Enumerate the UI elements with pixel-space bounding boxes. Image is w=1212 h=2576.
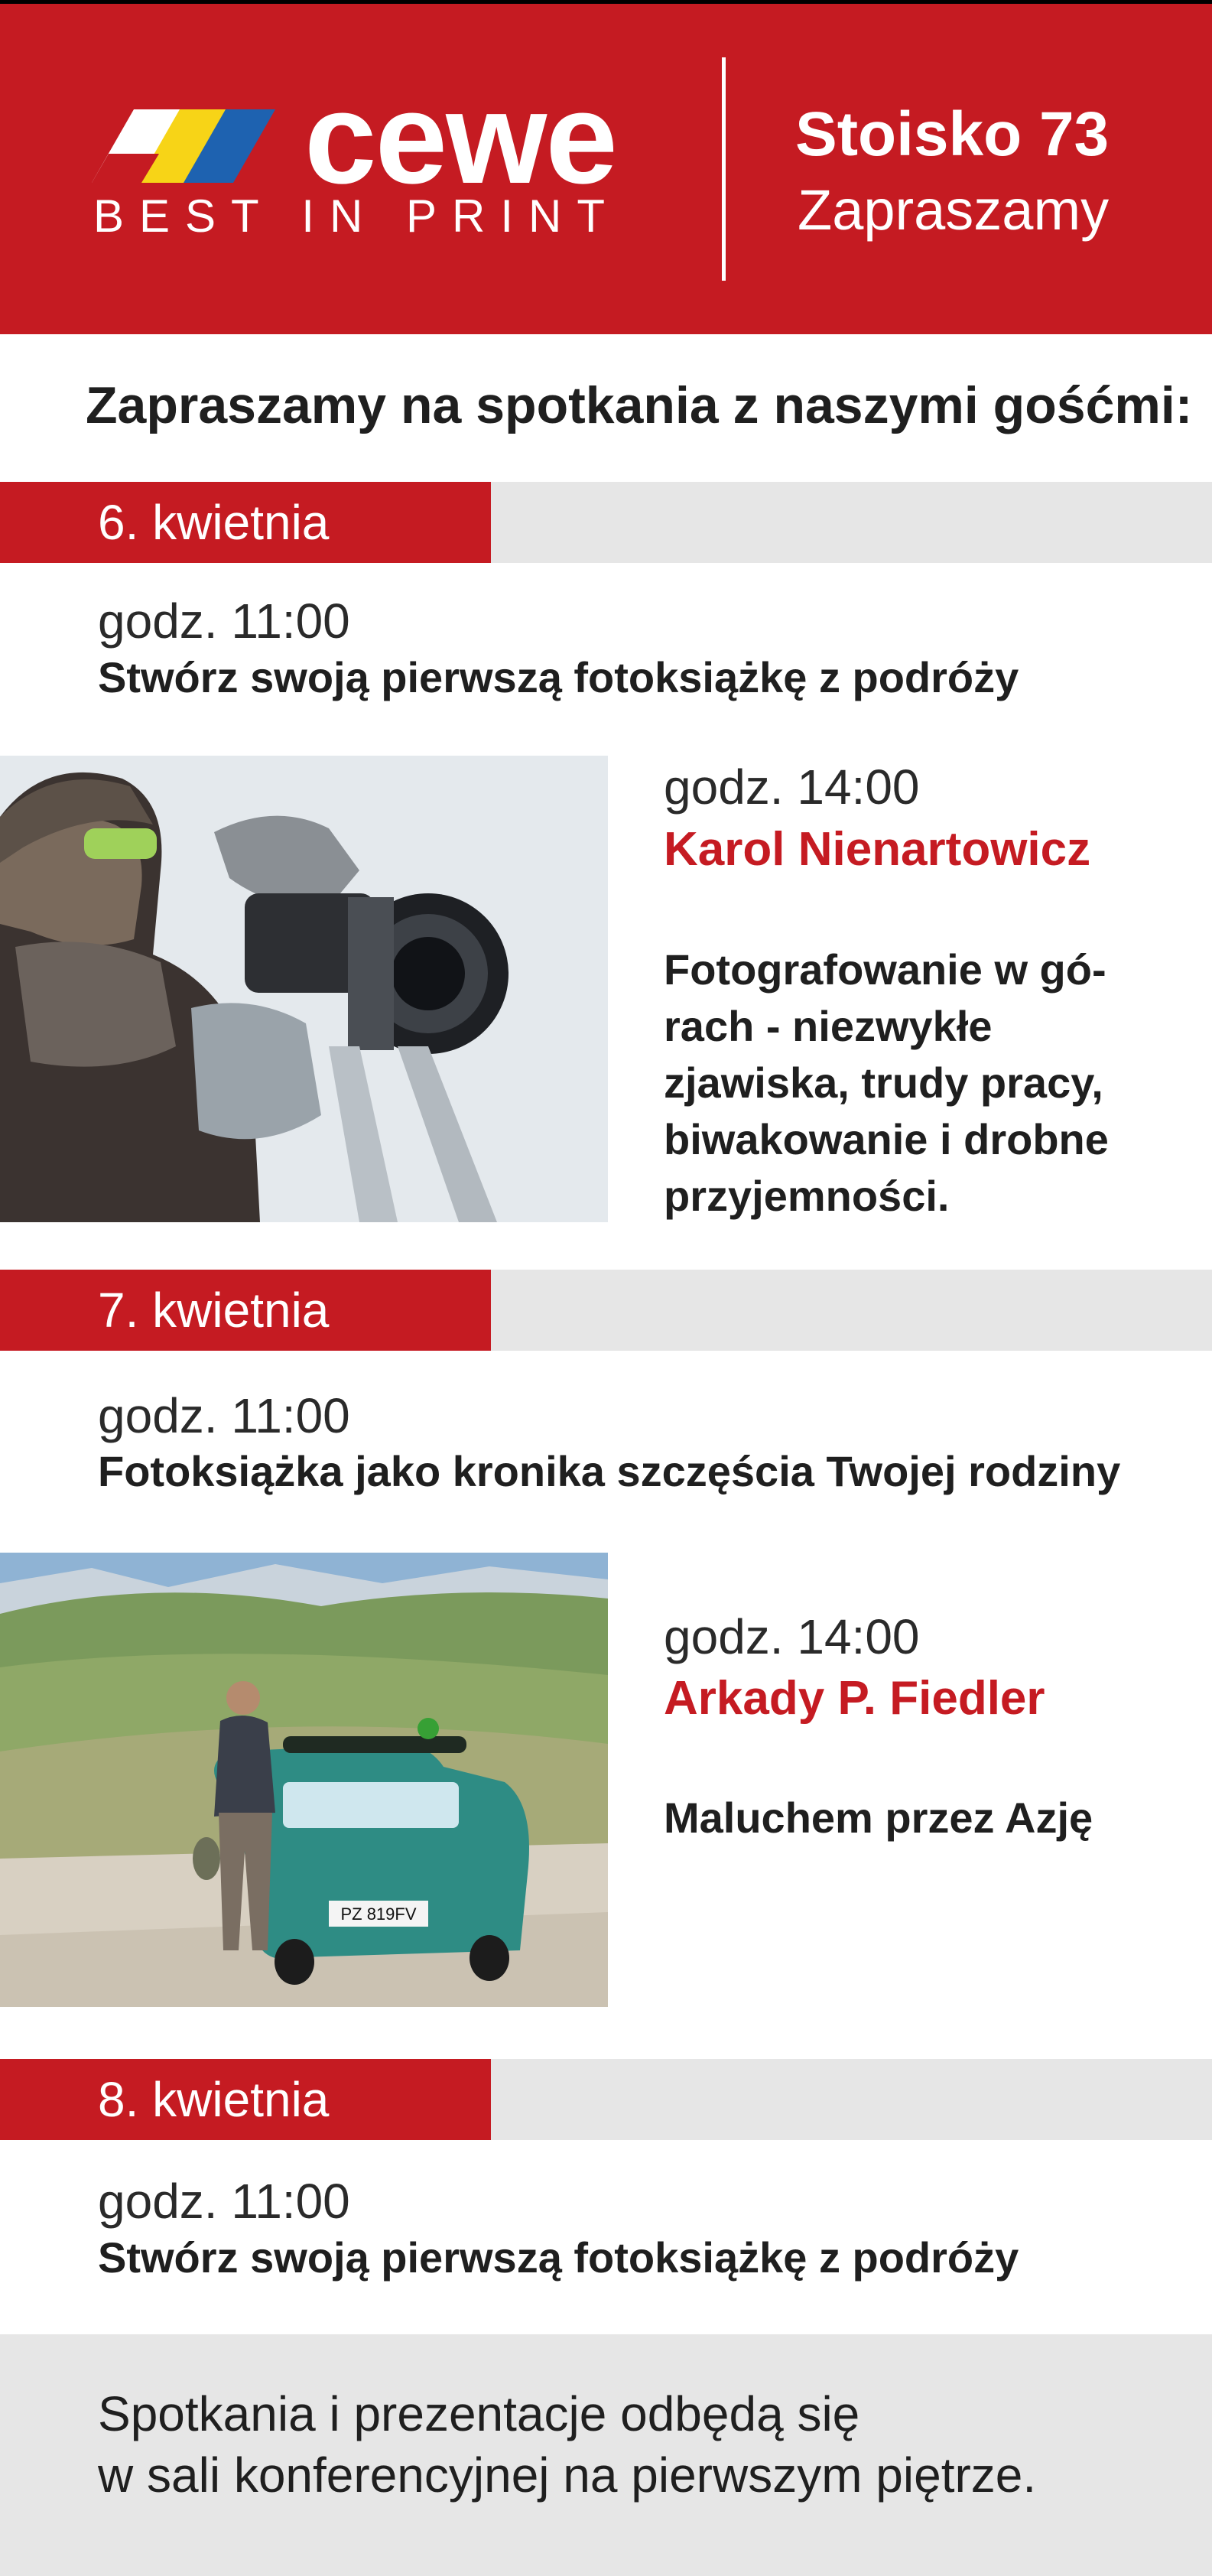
talk-line: zjawiska, trudy pracy, [664,1059,1103,1107]
talk-title [664,1790,1153,1846]
venue-note-line: Spotkania i prezentacje odbędą się [98,2386,860,2441]
brand-name: cewe [304,66,616,211]
cewe-logo-icon [92,109,275,183]
talk-line: biwakowanie i drobne [664,1115,1109,1163]
speaker-name: Karol Nienartowicz [664,823,1091,876]
talk-title [664,942,1153,1225]
event-time: godz. 14:00 [664,759,920,815]
day-label: 6. kwietnia [98,495,330,550]
talk-line: rach - niezwykłe [664,1002,993,1050]
talk-line: Fotografowanie w gó- [664,945,1106,994]
venue-note-line: w sali konferencyjnej na pierwszym piętrze. [98,2448,1037,2503]
booth-number: Stoisko 73 [795,99,1110,169]
day-bar-2 [0,1270,1212,1351]
speaker-name: Arkady P. Fiedler [664,1672,1045,1725]
header-divider [722,57,726,281]
day-bar-3 [0,2059,1212,2140]
traveler-car-photo [0,1553,608,2007]
talk-line: przyjemności. [664,1172,950,1220]
license-plate: PZ 819FV [340,1904,417,1924]
talk-line: Maluchem przez Azję [664,1794,1093,1842]
event-time: godz. 14:00 [664,1609,920,1664]
event-time: godz. 11:00 [98,594,350,649]
booth-invite: Zapraszamy [798,178,1110,242]
brand-tagline: BEST IN PRINT [93,190,620,242]
day-label: 7. kwietnia [98,1283,330,1338]
day-label: 8. kwietnia [98,2072,330,2127]
day-bar-1 [0,482,1212,563]
event-title: Stwórz swoją pierwszą fotoksiążkę z podróży [98,2233,1019,2282]
event-title: Stwórz swoją pierwszą fotoksiążkę z podróży [98,653,1019,701]
photographer-photo [0,756,608,1222]
event-time: godz. 11:00 [98,1388,350,1443]
event-time: godz. 11:00 [98,2174,350,2229]
intro-heading: Zapraszamy na spotkania z naszymi gośćmi: [86,376,1193,434]
event-title: Fotoksiążka jako kronika szczęścia Twojej rodziny [98,1447,1121,1495]
